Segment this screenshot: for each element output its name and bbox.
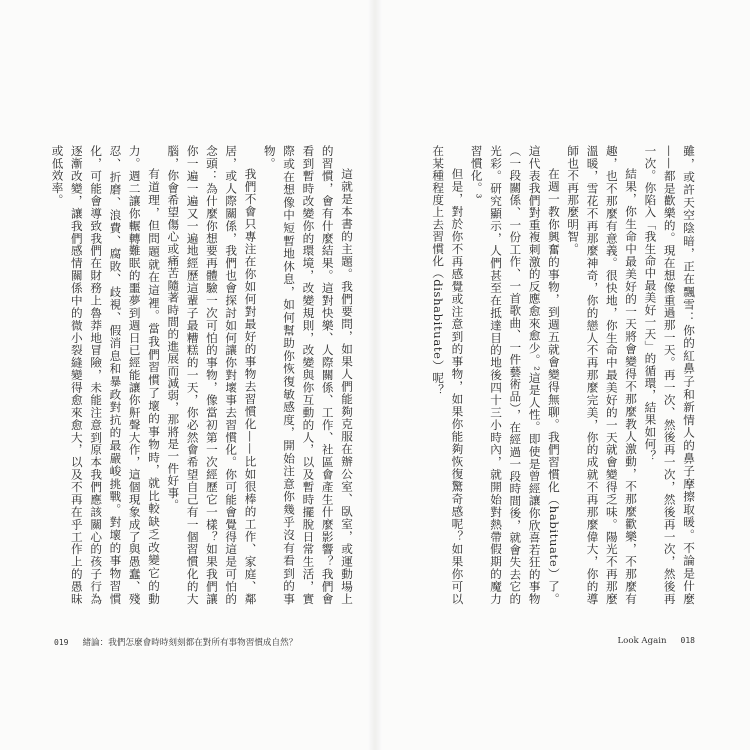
right-page-footer bbox=[617, 636, 695, 646]
running-head: 緒論：我們怎麼會時時刻刻都在對所有事物習慣成自然？ bbox=[82, 638, 298, 648]
paragraph: 這就是本書的主題。我們要問，如果人們能夠克服在辦公室、臥室，或運動場上的習慣，會有什麼結果。這對快樂、人際關係、工作、社區會產生什麼影響？我們會看到暫時改變你的環境，改變規則，改變與你互動的人，以及暫時擺脫日常生活，實際或在想像中短暫地休息，如何幫助你恢復敏感度，開始注意你幾乎沒有看到的事物。 bbox=[262, 145, 354, 605]
paragraph: 但是，對於你不再感覺或注意到的事物，如果你能夠恢復驚奇感呢？如果你可以在某種程度上去習慣化（dishabituate）呢？ bbox=[431, 145, 465, 605]
left-page-text bbox=[44, 145, 356, 605]
right-page-text bbox=[398, 145, 698, 605]
page-number: 018 bbox=[680, 636, 695, 645]
running-head: Look Again bbox=[617, 636, 667, 646]
paragraph: 有道理，但問題就在這裡。當我們習慣了壞的事物時，就比較缺乏改變它的動力。週二讓你輾轉難眠的噩夢到週日已經能讓你鼾聲大作，這個現象成了與愚蠢、殘忍、折磨、浪費、腐敗、歧視、假消息和暴政對抗的最嚴峻挑戰。對壞的事物習慣化，可能會導致我們在財務上魯莽地冒險，未能注意到原本我們應該關心的孩子行為逐漸改變，讓我們感情關係中的微小裂縫變得愈來愈大，以及不再在乎工作上的愚昧或低效率。 bbox=[50, 145, 162, 605]
page-number: 019 bbox=[54, 638, 69, 647]
paragraph: 在週一教你興奮的事物，到週五就會變得無聊。我們習慣化（habituate）了。這代表我們對重複刺激的反應愈來愈少。²這是人性。即使是曾經讓你欣喜若狂的事物（一段關係、一份工作、一首歌曲、一件藝術品），在經過一段時間後，就會失去它的光彩。研究顯示，人們甚至在抵達目的地後四十三小時內，就開始對熱帶假期的魔力習慣化。³ bbox=[469, 145, 561, 605]
paragraph: 我們不會只專注在你如何對最好的事物去習慣化——比如很棒的工作、家庭、鄰居，或人際關係，我們也會探討如何讓你對壞事去習慣化。你可能會覺得這是可怕的念頭：為什麼你想要再體驗一次可怕的事物，像當初第一次經歷它一樣？如果我們讓你一遍一遍又一遍地經歷這輩子最糟糕的一天，你必然會希望自己有一個習慣化的大腦，你會希望傷心或痛苦隨著時間的進展而減弱，那將是一件好事。 bbox=[166, 145, 258, 605]
left-page-footer bbox=[54, 636, 297, 648]
paragraph: 結果，你生命中最美好的一天將會變得不那麼教人激動，不那麼歡樂，不那麼有趣，也不那麼有意義。很快地，你生命中最美好的一天就會變得乏味。陽光不再那麼溫暖，雪花不再那麼神奇，你的戀人不再那麼完美，你的成就不再那麼偉大，你的導師也不再那麼明智。 bbox=[566, 145, 639, 605]
paragraph: 雖，或許天空陰暗，正在飄雪：你的紅鼻子和新情人的鼻子摩擦取暖。不論是什麼——都是歡樂的。現在想像重過那一天。再一次、然後再一次，然後再一次，然後再一次。你陷入「我生命中最美好一天」的循環，結果如何？ bbox=[643, 145, 696, 605]
book-gutter bbox=[368, 0, 382, 750]
